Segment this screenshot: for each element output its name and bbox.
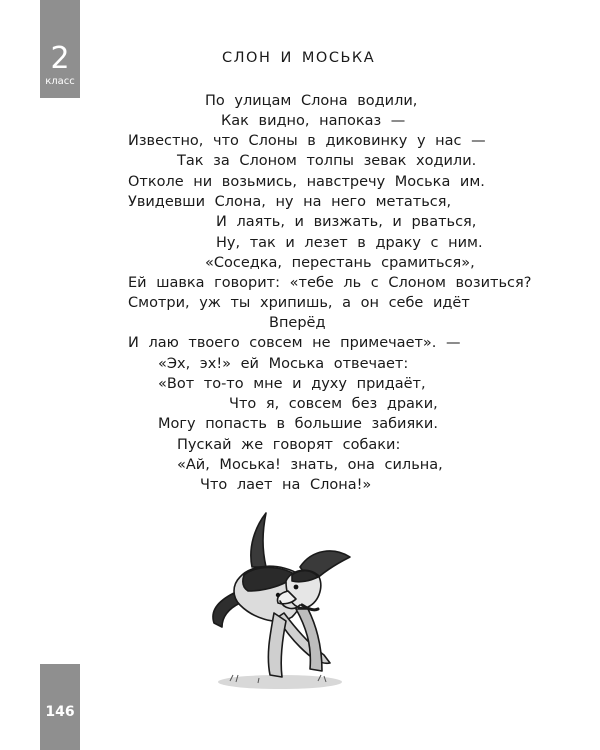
poem-line: Вперёд [269, 315, 326, 331]
poem-line: «Соседка, перестань срамиться», [205, 255, 475, 271]
poem-line: Известно, что Слоны в диковинку у нас — [128, 133, 486, 149]
grade-tab [40, 0, 80, 98]
poem-line: И лаю твоего совсем не примечает». — [128, 335, 461, 351]
poem-line: Что я, совсем без драки, [229, 396, 438, 412]
poem-line: Пускай же говорят собаки: [177, 437, 401, 453]
page-number: 146 [45, 704, 75, 720]
poem-line: Ну, так и лезет в драку с ним. [216, 235, 483, 251]
poem-title: СЛОН И МОСЬКА [222, 50, 376, 66]
dog-tail [251, 513, 266, 567]
poem-line: «Эх, эх!» ей Моська отвечает: [158, 356, 409, 372]
dog-front-leg [268, 613, 286, 677]
dog-illustration [200, 505, 370, 695]
poem-line: «Ай, Моська! знать, она сильна, [177, 457, 443, 473]
poem-line: Так за Слоном толпы зевак ходили. [177, 153, 477, 169]
poem-line: И лаять, и визжать, и рваться, [216, 214, 477, 230]
grade-label: класс [45, 76, 75, 87]
grade-number: 2 [50, 41, 70, 76]
page-number-tab [40, 664, 80, 750]
poem-line: Увидевши Слона, ну на него метаться, [128, 194, 452, 210]
poem-line: Могу попасть в большие забияки. [158, 416, 438, 432]
poem-line: Что лает на Слона!» [200, 477, 372, 493]
poem-line: Смотри, уж ты хрипишь, а он себе идёт [128, 295, 470, 311]
poem-line: Как видно, напоказ — [221, 113, 406, 129]
dog-eye [294, 585, 299, 590]
poem-line: «Вот то-то мне и духу придаёт, [158, 376, 426, 392]
poem-line: Отколе ни возьмись, навстречу Моська им. [128, 174, 485, 190]
dog-nose [276, 593, 280, 597]
poem-line: Ей шавка говорит: «тебе ль с Слоном возиться? [128, 275, 532, 291]
poem-line: По улицам Слона водили, [205, 93, 418, 109]
